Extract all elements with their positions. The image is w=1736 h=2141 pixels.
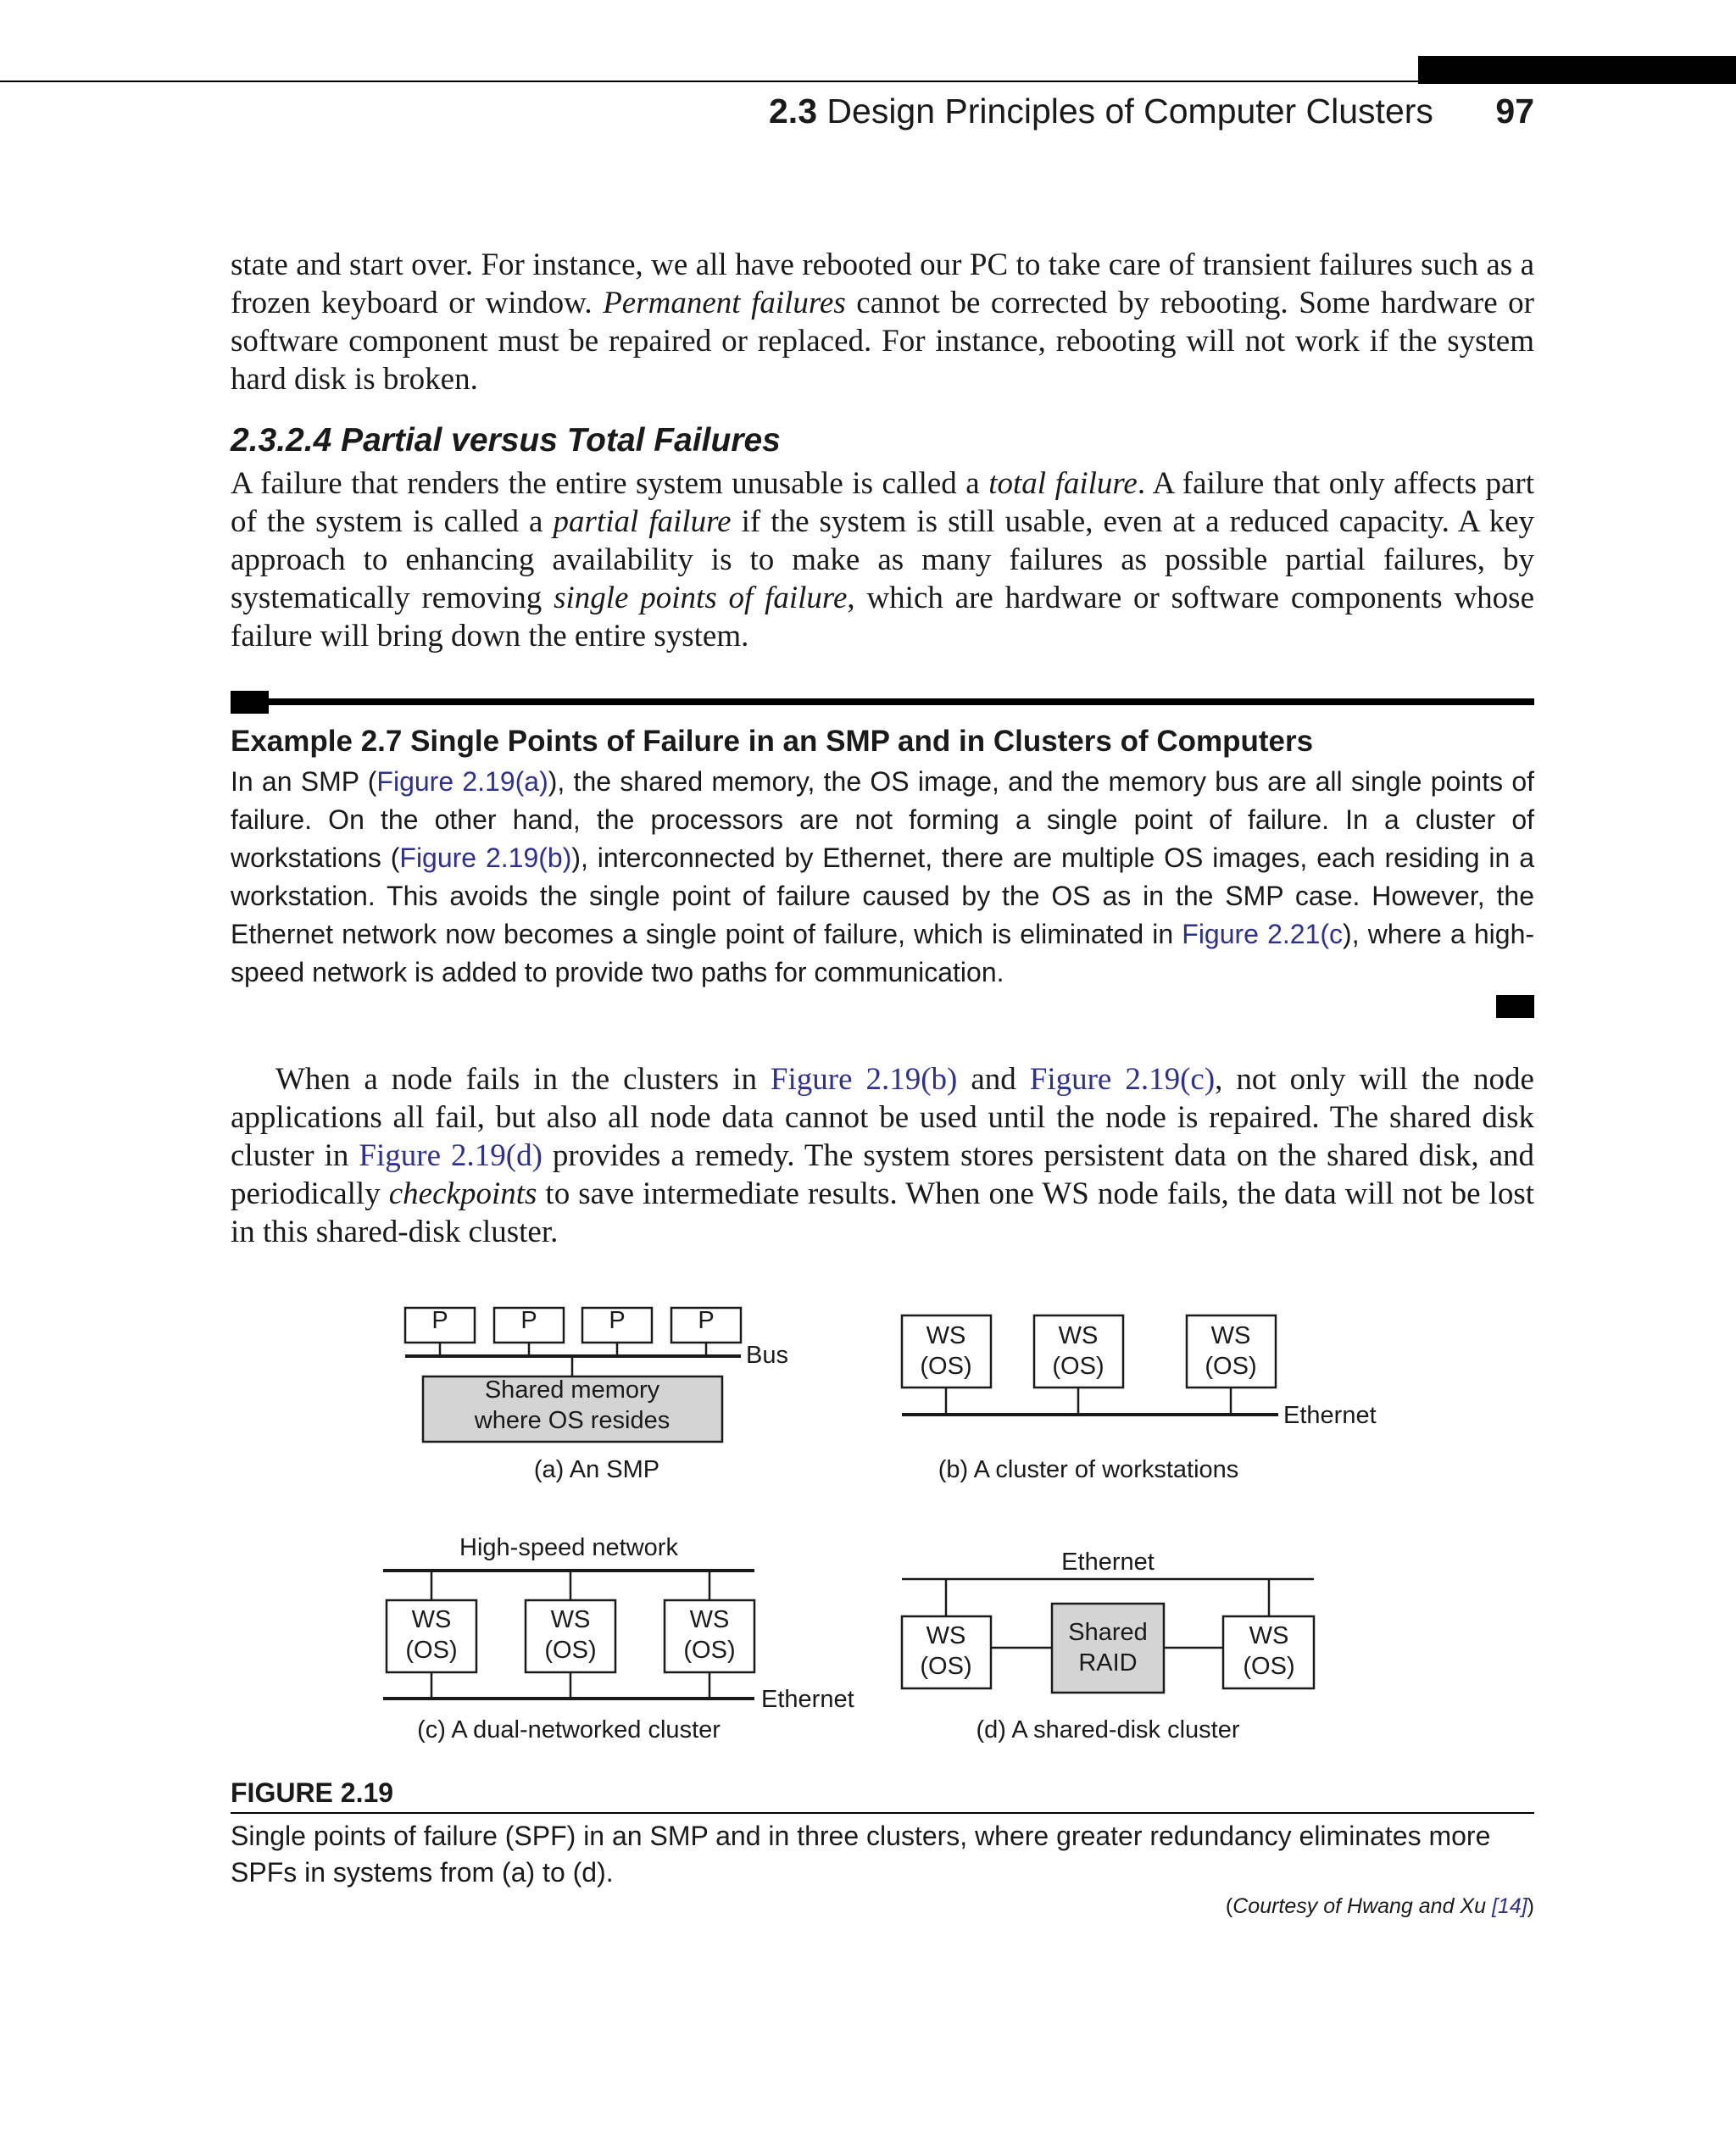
emphasis-permanent-failures: Permanent failures [603, 286, 846, 320]
text-run: and [957, 1062, 1030, 1097]
body-paragraph-2 [231, 464, 1534, 655]
ethernet-label: Ethernet [761, 1686, 854, 1713]
example-body [231, 763, 1534, 992]
text-run: ), the shared memory, the OS image, and the memory bus are all single points of failure. On the other hand, the processors are not forming a single point of failure. In a cluster of workstations ( [231, 766, 1535, 873]
processor-label: P [520, 1307, 537, 1334]
header-section-number: 2.3 [769, 92, 817, 131]
ws-label: WS [1210, 1322, 1251, 1349]
link-figure-2-21c[interactable]: Figure 2.21(c [1182, 919, 1344, 949]
ethernet-label: Ethernet [1061, 1549, 1155, 1576]
text-run: ), where a high-speed network is added to provide two paths for communication. [231, 919, 1535, 987]
diagram-b-caption: (b) A cluster of workstations [938, 1456, 1239, 1483]
figure-2-19-diagram [0, 1271, 1736, 1763]
header-tab-block [1418, 56, 1736, 84]
example-title: Example 2.7 Single Points of Failure in an SMP and in Clusters of Computers [231, 725, 1314, 758]
text-run: cannot be corrected by rebooting. Some hardware or software component must be repaired or replaced. For instance, rebooting will not work if the system hard disk is broken. [231, 286, 1534, 397]
link-figure-2-19d[interactable]: Figure 2.19(d) [359, 1138, 542, 1173]
example-end-marker [1496, 995, 1534, 1018]
shared-raid-label-line2: RAID [1078, 1649, 1138, 1677]
os-label: (OS) [544, 1637, 597, 1664]
link-figure-2-19b[interactable]: Figure 2.19(b) [399, 842, 572, 873]
text-run: ), interconnected by Ethernet, there are multiple OS images, each residing in a workstation. This avoids the single point of failure caused by the OS as in the SMP case. However, the Ethernet network now becomes a single point of failure, which is eliminated in [231, 842, 1535, 949]
diagram-a-caption: (a) An SMP [533, 1456, 660, 1483]
text-run: . A failure that only affects part of the system is called a [231, 466, 1534, 539]
ws-label: WS [926, 1622, 966, 1649]
section-heading: 2.3.2.4 Partial versus Total Failures [231, 422, 781, 459]
text-run: ( [1225, 1894, 1233, 1918]
link-figure-2-19b[interactable]: Figure 2.19(b) [770, 1062, 958, 1097]
bus-label: Bus [746, 1342, 788, 1369]
emphasis-single-points-of-failure: single points of failure [554, 581, 848, 615]
high-speed-network-label: High-speed network [459, 1534, 678, 1561]
os-label: (OS) [683, 1637, 736, 1664]
text-run: state and start over. For instance, we all have rebooted our PC to take care of transient failures such as a frozen keyboard or window. [231, 247, 1534, 320]
emphasis-partial-failure: partial failure [553, 504, 732, 539]
shared-memory-label-line1: Shared memory [484, 1376, 660, 1404]
text-run: , which are hardware or software components whose failure will bring down the entire system. [231, 581, 1534, 653]
ws-label: WS [689, 1606, 730, 1633]
emphasis-checkpoints: checkpoints [388, 1176, 537, 1211]
emphasis-total-failure: total failure [988, 466, 1138, 501]
text-run: provides a remedy. The system stores persistent data on the shared disk, and periodically [231, 1138, 1535, 1211]
shared-memory-label-line2: where OS resides [474, 1407, 670, 1434]
os-label: (OS) [1205, 1353, 1257, 1380]
credit-text: Courtesy of Hwang and Xu [1232, 1894, 1492, 1918]
os-label: (OS) [920, 1353, 972, 1380]
diagram-d-caption: (d) A shared-disk cluster [976, 1716, 1240, 1743]
figure-credit [1110, 1894, 1534, 1919]
text-run: When a node fails in the clusters in [275, 1062, 771, 1097]
running-header [769, 92, 1532, 142]
os-label: (OS) [1243, 1653, 1295, 1680]
text-run: if the system is still usable, even at a reduced capacity. A key approach to enhancing availability is to make as many failures as possible partial failures, by systematically removing [231, 504, 1534, 615]
os-label: (OS) [920, 1653, 972, 1680]
ethernet-label: Ethernet [1283, 1402, 1377, 1429]
example-start-marker [231, 691, 269, 714]
text-run: In an SMP ( [231, 766, 377, 797]
processor-label: P [431, 1307, 448, 1334]
ws-label: WS [1249, 1622, 1289, 1649]
diagram-c-caption: (c) A dual-networked cluster [417, 1716, 721, 1743]
header-section-title: Design Principles of Computer Clusters [826, 92, 1433, 131]
example-top-rule [231, 698, 1534, 705]
figure-label: FIGURE 2.19 [231, 1777, 394, 1808]
diagram-c-dual-network-cluster [383, 1571, 754, 1699]
processor-label: P [609, 1307, 626, 1334]
figure-caption-rule [231, 1812, 1534, 1814]
os-label: (OS) [405, 1637, 458, 1664]
os-label: (OS) [1052, 1353, 1104, 1380]
shared-raid-label-line1: Shared [1068, 1619, 1148, 1646]
ws-label: WS [1058, 1322, 1099, 1349]
text-run: to save intermediate results. When one WS node fails, the data will not be lost in this shared-disk cluster. [231, 1176, 1534, 1249]
text-run: ) [1527, 1894, 1534, 1918]
link-figure-2-19c[interactable]: Figure 2.19(c) [1029, 1062, 1216, 1097]
body-paragraph-3 [231, 1060, 1534, 1251]
processor-label: P [698, 1307, 715, 1334]
shared-raid-box [1052, 1604, 1164, 1693]
ws-label: WS [926, 1322, 966, 1349]
text-run: A failure that renders the entire system unusable is called a [231, 466, 989, 501]
link-figure-2-19a[interactable]: Figure 2.19(a) [376, 766, 548, 797]
ws-label: WS [550, 1606, 591, 1633]
body-paragraph-1 [231, 246, 1534, 398]
text-run: , not only will the node applications all fail, but also all node data cannot be used until the node is repaired. The shared disk cluster in [231, 1062, 1534, 1173]
page-number: 97 [1495, 92, 1534, 131]
figure-caption: Single points of failure (SPF) in an SMP and in three clusters, where greater redundancy eliminates more SPFs in systems from (a) to (d). [231, 1821, 1491, 1888]
reference-link-14[interactable]: [14] [1491, 1894, 1527, 1918]
ws-label: WS [411, 1606, 452, 1633]
